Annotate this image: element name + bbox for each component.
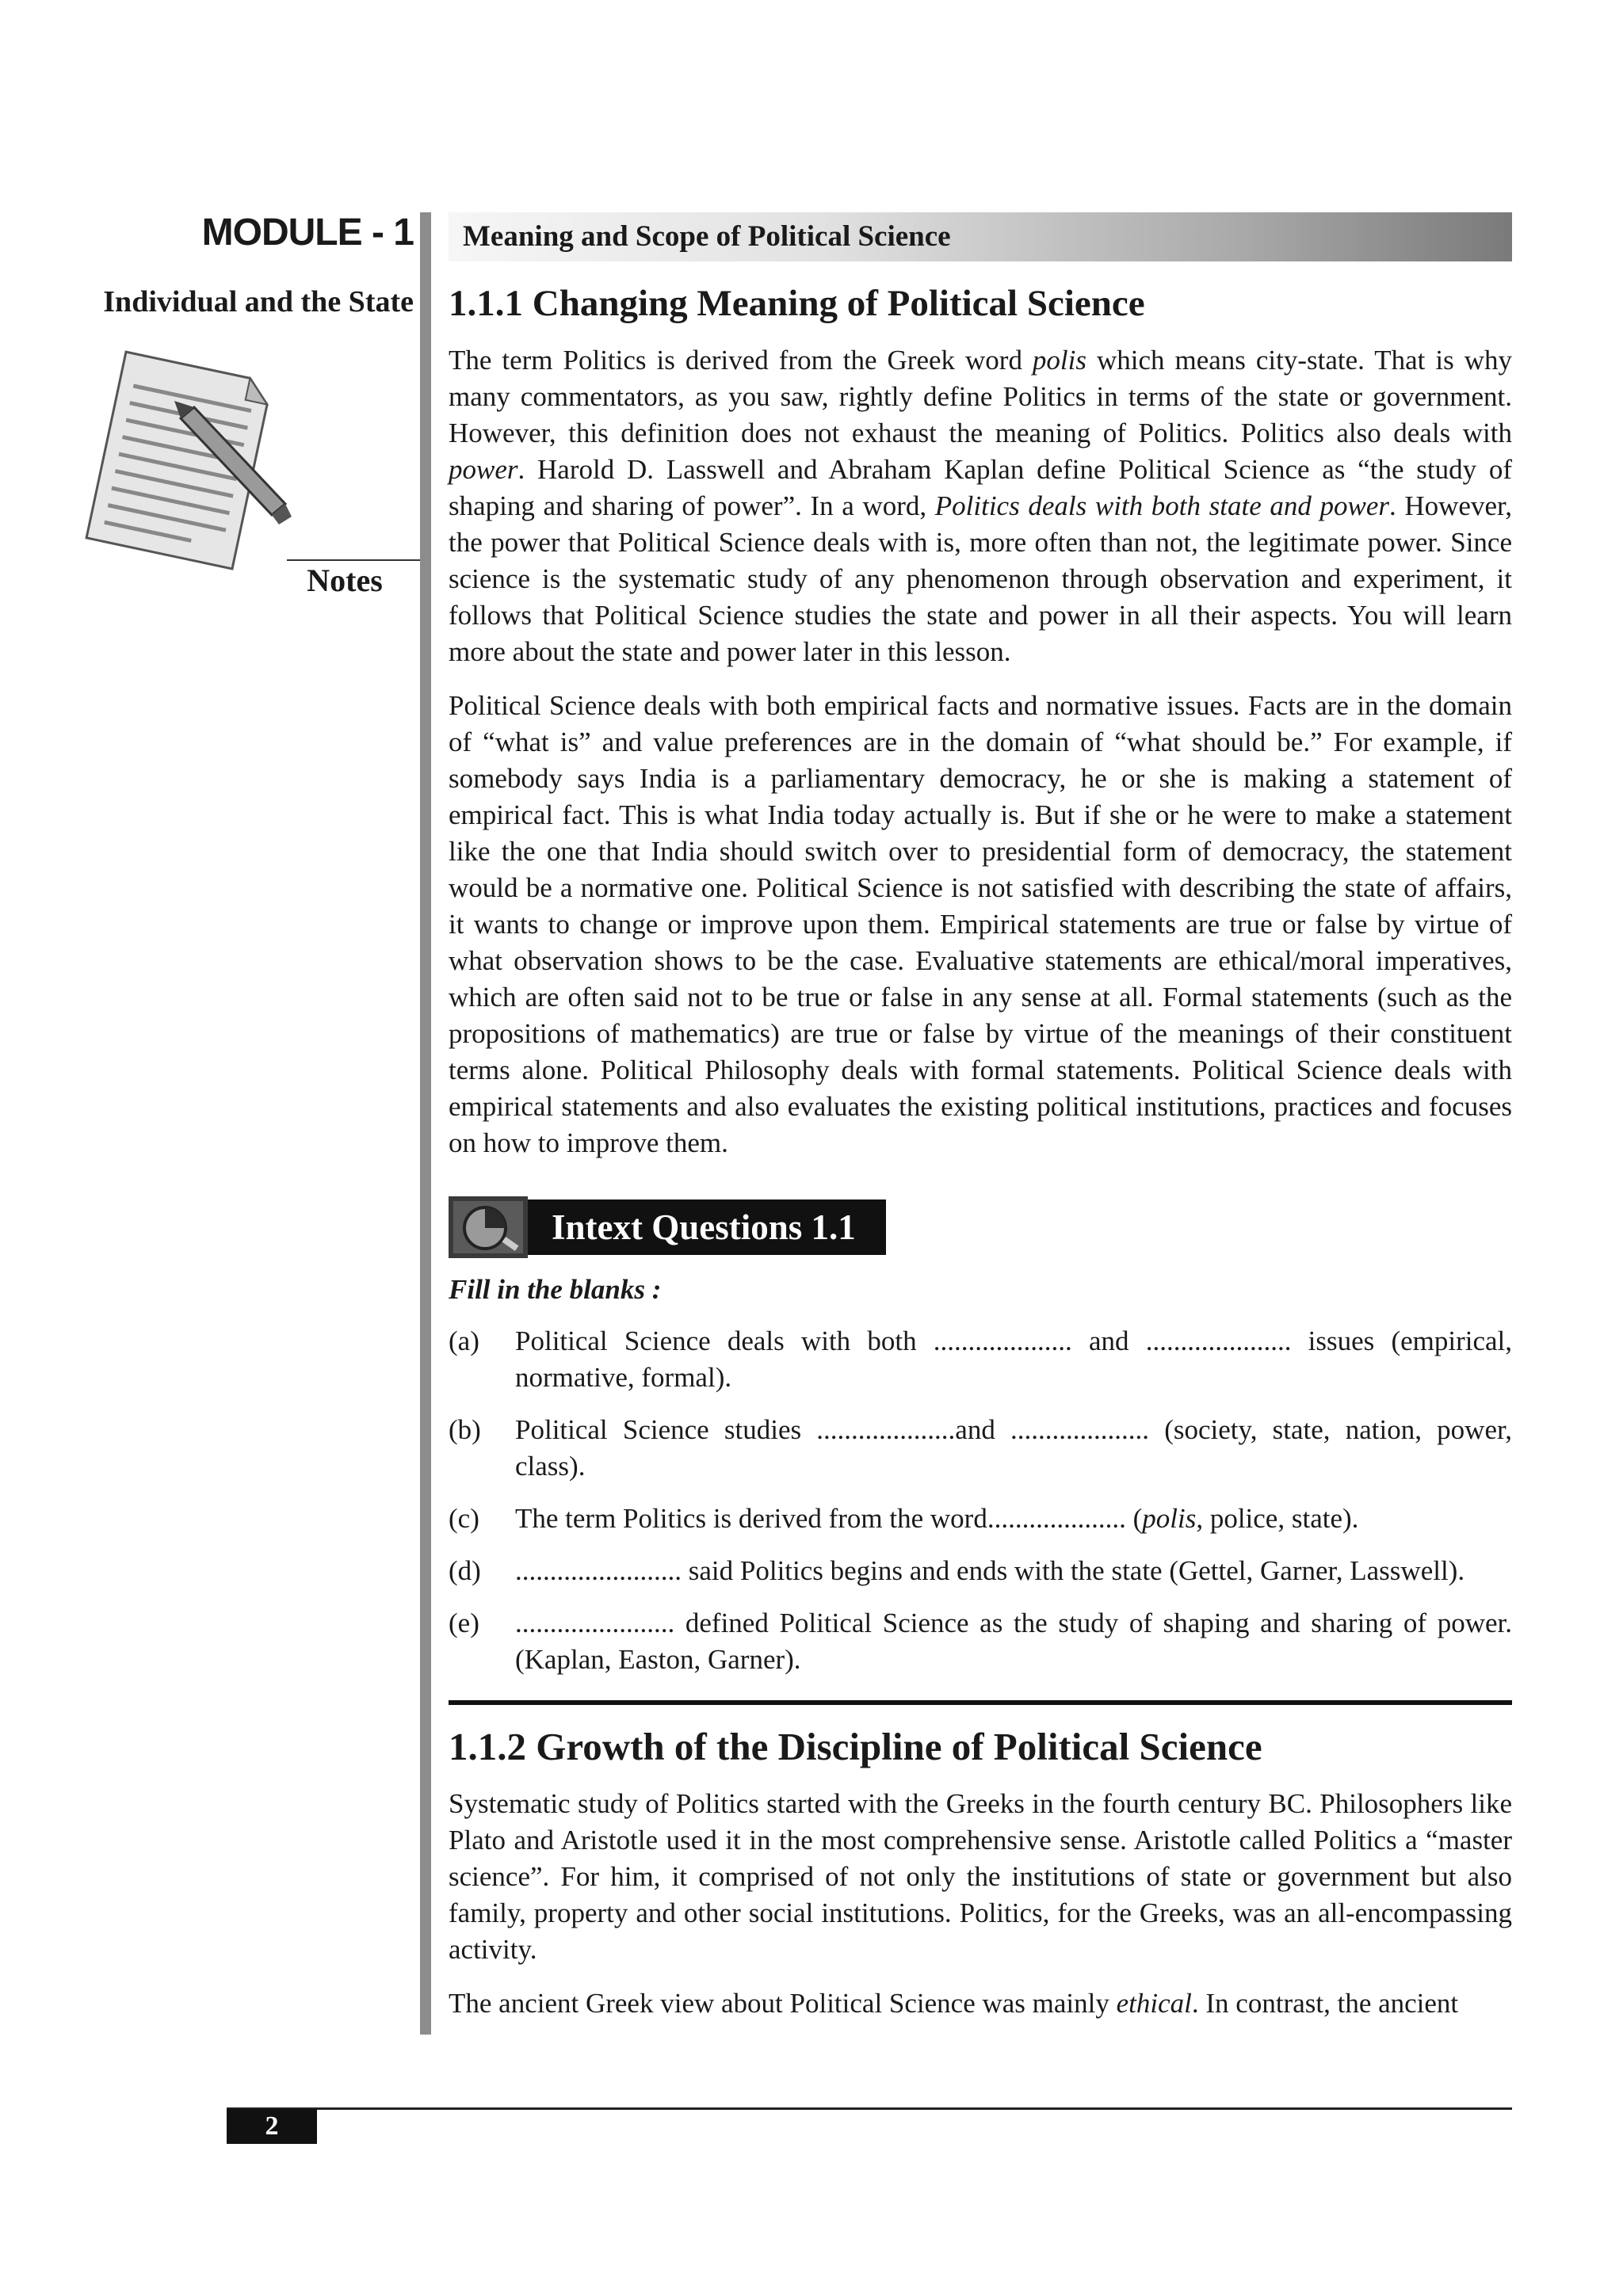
footer-rule [227,2107,1512,2110]
fill-in-blanks-instruction: Fill in the blanks : [449,1274,662,1305]
section-heading-1-1-1: 1.1.1 Changing Meaning of Political Science [449,283,1145,324]
section-heading-1-1-2: 1.1.2 Growth of the Discipline of Political Science [449,1725,1262,1768]
module-label: MODULE - 1 [201,212,414,254]
main-content [449,279,1512,2039]
question-item: (e) ....................... defined Political Science as the study of shaping and sharing of power. (Kaplan, Easton, Garner). [449,1608,1512,1675]
intext-questions-banner [449,1196,1512,1258]
section1-paragraph-2: Political Science deals with both empirical facts and normative issues. Facts are in the domain of “what is” and value preferences are in the domain of “what should be.” For example, if somebody says India is a parliamentary democracy, he or she is making a statement of empirical fact. This is what India today actually is. But if she or he were to make a statement like the one that India should switch over to presidential form of democracy, the statement would be a normative one. Political Science is not satisfied with describing the state of affairs, it wants to change or improve upon them. Empirical statements are true or false by virtue of what observation shows to be the case. Evaluative statements are ethical/moral imperatives, which are often said not to be true or false in any sense at all. Formal statements (such as the propositions of mathematics) are true or false by virtue of the meanings of their constituent terms alone. Political Philosophy deals with formal statements. Political Science deals with empirical statements and also evaluates the existing political institutions, practices and focuses on how to improve them. [449,690,1512,1158]
notes-notepad-icon [48,349,301,586]
section2-paragraph-1: Systematic study of Politics started with the Greeks in the fourth century BC. Philosophers like Plato and Aristotle used it in the most comprehensive sense. Aristotle called Politics a “master science”. For him, it comprised of not only the institutions of state or government but also family, property and other social institutions. Politics, for the Greeks, was an all-encompassing activity. [449,1788,1512,1965]
notes-label: Notes [307,563,383,598]
page-number: 2 [227,2109,317,2144]
margin-vertical-bar [420,212,431,2035]
question-magnifier-icon [449,1196,528,1258]
intext-questions-title: Intext Questions 1.1 [528,1199,886,1255]
section2-paragraph-2: The ancient Greek view about Political Science was mainly ethical. In contrast, the ancient [449,1988,1459,2019]
unit-title: Individual and the State [103,285,414,318]
question-item: (d) ........................ said Politics begins and ends with the state (Gettel, Garner, Lasswell). [449,1555,1465,1586]
question-item: (a) Political Science deals with both .................... and ..................... issues (empirical, normative, formal). [449,1325,1512,1393]
section-divider [449,1700,1512,1705]
section1-paragraph-1: The term Politics is derived from the Greek word polis which means city-state. That is why many commentators, as you saw, rightly define Politics in terms of the state or government. However, this definition does not exhaust the meaning of Politics. Politics also deals with power. Harold D. Lasswell and Abraham Kaplan define Political Science as “the study of shaping and sharing of power”. In a word, Politics deals with both state and power. However, the power that Political Science deals with is, more often than not, the legitimate power. Since science is the systematic study of any phenomenon through observation and experiment, it follows that Political Science studies the state and power in all their aspects. You will learn more about the state and power later in this lesson. [449,345,1513,667]
question-item: (b) Political Science studies ....................and .................... (society, state, nation, power, class). [449,1414,1512,1482]
question-item: (c) The term Politics is derived from the word.................... (polis, police, state). [449,1503,1359,1534]
header-title: Meaning and Scope of Political Science [463,220,951,253]
